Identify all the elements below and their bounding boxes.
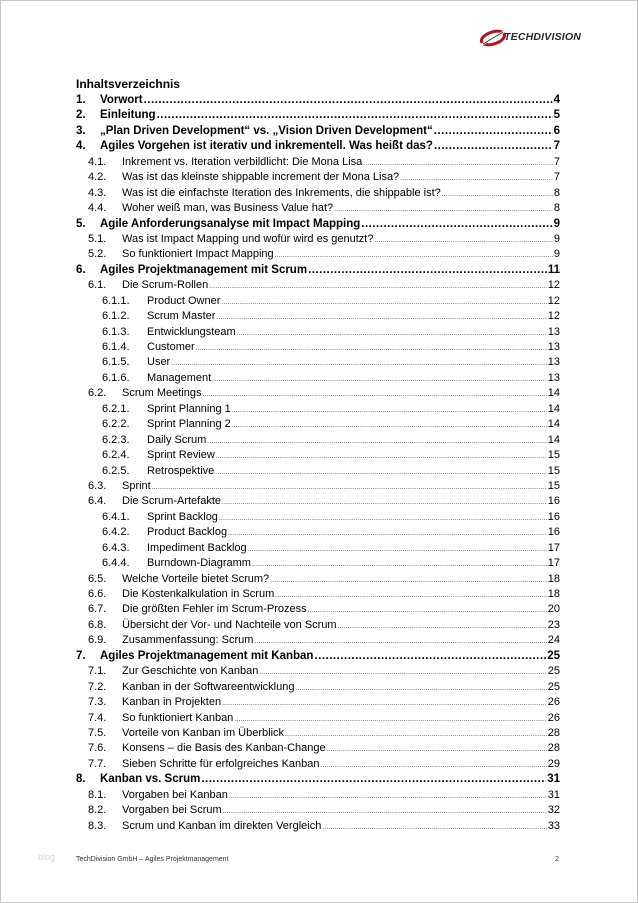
toc-entry[interactable] <box>76 494 560 509</box>
toc-entry-leader <box>322 821 546 834</box>
toc-entry-page: 16 <box>547 495 560 508</box>
toc-entry-page: 23 <box>547 618 560 631</box>
toc-entry-leader <box>144 93 553 108</box>
toc-entry-number: 6.4. <box>88 495 107 508</box>
toc-entry-number: 6.2.1. <box>102 402 130 415</box>
toc-entry[interactable] <box>76 757 560 772</box>
toc-entry-title: Einleitung <box>100 109 156 122</box>
toc-entry-page: 9 <box>553 232 560 245</box>
toc-entry-number: 5.1. <box>88 232 107 245</box>
toc-entry-leader <box>375 234 553 247</box>
toc-entry[interactable] <box>76 649 560 664</box>
toc-entry-leader <box>219 512 547 525</box>
toc-entry-leader <box>314 649 546 664</box>
toc-entry-leader <box>442 188 553 201</box>
toc-entry-leader <box>223 805 547 818</box>
toc-entry[interactable] <box>76 448 560 463</box>
toc-entry-leader <box>248 543 547 556</box>
toc-entry-page: 32 <box>547 804 560 817</box>
toc-entry-number: 4.3. <box>88 186 107 199</box>
toc-entry-title: Sprint Planning 2 <box>147 418 231 431</box>
toc-entry-number: 6.9. <box>88 634 107 647</box>
toc-entry[interactable] <box>76 556 560 571</box>
toc-entry-number: 6.3. <box>88 479 107 492</box>
watermark: blog <box>38 852 56 862</box>
toc-entry-leader <box>270 574 547 587</box>
toc-entry[interactable] <box>76 803 560 818</box>
toc-entry-number: 6.4.3. <box>102 541 130 554</box>
toc-entry-leader <box>252 558 547 571</box>
toc-entry[interactable] <box>76 93 560 108</box>
toc-entry-title: Zur Geschichte von Kanban <box>122 665 259 678</box>
toc-entry-page: 5 <box>553 109 560 122</box>
toc-entry[interactable] <box>76 170 560 185</box>
toc-entry-title: Management <box>147 371 212 384</box>
toc-entry-page: 28 <box>547 726 560 739</box>
toc-entry-title: Inkrement vs. Iteration verbildlicht: Die Mona Lisa <box>122 155 363 168</box>
toc-entry[interactable] <box>76 572 560 587</box>
toc-entry-page: 11 <box>547 263 560 276</box>
toc-entry[interactable] <box>76 479 560 494</box>
toc-entry-page: 12 <box>547 279 560 292</box>
toc-entry-number: 7.3. <box>88 696 107 709</box>
toc-entry-page: 15 <box>547 479 560 492</box>
toc-entry-page: 6 <box>553 124 560 137</box>
toc-entry-number: 6.2.3. <box>102 433 130 446</box>
toc-entry-number: 2. <box>76 109 86 122</box>
toc-entry-title: Was ist die einfachste Iteration des Inkrements, die shippable ist? <box>122 186 441 199</box>
toc-entry[interactable] <box>76 541 560 556</box>
toc-entry-page: 20 <box>547 603 560 616</box>
toc-entry-number: 1. <box>76 94 86 106</box>
toc-entry-page: 15 <box>547 464 560 477</box>
toc-entry-leader <box>400 172 553 185</box>
techdivision-logo <box>478 24 588 50</box>
toc-entry[interactable] <box>76 433 560 448</box>
toc-entry-page: 25 <box>547 649 560 662</box>
toc-entry-number: 6.2. <box>88 387 107 400</box>
toc-entry-title: User <box>147 356 171 369</box>
toc-entry-page: 12 <box>547 310 560 323</box>
toc-entry[interactable] <box>76 819 560 834</box>
toc-entry[interactable] <box>76 340 560 355</box>
toc-entry-leader <box>434 139 553 154</box>
toc-entry-page: 7 <box>553 171 560 184</box>
toc-entry-leader <box>321 759 547 772</box>
footer-page-number: 2 <box>555 856 559 863</box>
toc-entry[interactable] <box>76 633 560 648</box>
toc-entry[interactable] <box>76 217 560 232</box>
toc-entry[interactable] <box>76 108 560 123</box>
toc-entry-title: So funktioniert Kanban <box>122 711 234 724</box>
toc-entry-page: 14 <box>547 387 560 400</box>
toc-entry-page: 8 <box>553 202 560 215</box>
logo-text: TECHDIVISION <box>504 31 582 43</box>
toc-entry[interactable] <box>76 417 560 432</box>
footer-company: TechDivision GmbH – Agiles Projektmanagement <box>76 856 229 863</box>
toc-entry-page: 12 <box>547 294 560 307</box>
toc-entry[interactable] <box>76 371 560 386</box>
toc-entry-leader <box>201 772 546 787</box>
toc-entry-leader <box>212 373 547 386</box>
toc-entry-leader <box>361 217 552 232</box>
table-of-contents <box>76 93 560 834</box>
toc-entry-title: Daily Scrum <box>147 433 207 446</box>
toc-entry-page: 17 <box>547 541 560 554</box>
toc-entry[interactable] <box>76 510 560 525</box>
toc-entry-leader <box>202 388 546 401</box>
toc-entry[interactable] <box>76 294 560 309</box>
toc-entry[interactable] <box>76 325 560 340</box>
toc-entry-leader <box>285 728 547 741</box>
toc-entry-leader <box>334 203 553 216</box>
toc-entry-page: 25 <box>547 680 560 693</box>
toc-entry-title: Sprint Planning 1 <box>147 402 231 415</box>
toc-entry-title: Scrum Master <box>147 310 216 323</box>
toc-entry-page: 13 <box>547 341 560 353</box>
toc-entry-number: 6.4.4. <box>102 557 130 570</box>
toc-entry-page: 16 <box>547 510 560 523</box>
toc-entry-title: Sprint Backlog <box>147 510 218 523</box>
toc-entry-page: 31 <box>547 773 560 786</box>
toc-entry-number: 6.1.2. <box>102 310 130 323</box>
toc-entry-title: So funktioniert Impact Mapping <box>122 248 274 261</box>
toc-entry-page: 28 <box>547 742 560 755</box>
toc-entry[interactable] <box>76 788 560 803</box>
toc-entry-number: 6. <box>76 263 86 276</box>
toc-entry-title: Scrum und Kanban im direkten Vergleich <box>122 819 322 832</box>
toc-entry-title: Kanban in Projekten <box>122 696 222 709</box>
toc-entry-leader <box>363 157 553 170</box>
toc-entry-title: Vorgaben bei Kanban <box>122 788 228 801</box>
toc-entry-number: 6.4.2. <box>102 526 130 539</box>
toc-entry-leader <box>338 620 547 633</box>
toc-entry-number: 7.7. <box>88 757 107 770</box>
toc-entry-page: 14 <box>547 418 560 431</box>
toc-entry-number: 4.2. <box>88 171 107 184</box>
toc-entry-leader <box>275 249 553 262</box>
toc-entry-leader <box>327 743 547 756</box>
toc-entry-leader <box>216 450 547 463</box>
toc-entry[interactable] <box>76 201 560 216</box>
toc-entry-leader <box>157 108 553 123</box>
toc-entry-number: 3. <box>76 124 86 137</box>
toc-entry-page: 4 <box>553 94 560 106</box>
toc-entry[interactable] <box>76 602 560 617</box>
toc-entry-title: Agile Anforderungsanalyse mit Impact Mapping <box>100 217 361 230</box>
toc-entry-leader <box>275 589 547 602</box>
toc-entry-title: Burndown-Diagramm <box>147 557 251 570</box>
toc-entry-leader <box>308 263 547 278</box>
toc-entry-title: Kanban in der Softwareentwicklung <box>122 680 295 693</box>
toc-entry-title: Retrospektive <box>147 464 215 477</box>
toc-entry-number: 4.4. <box>88 202 107 215</box>
toc-entry[interactable] <box>76 695 560 710</box>
toc-entry-title: Die Scrum-Rollen <box>122 279 209 292</box>
toc-entry-title: Vorteile von Kanban im Überblick <box>122 726 285 739</box>
toc-entry-page: 13 <box>547 325 560 338</box>
toc-entry[interactable] <box>76 711 560 726</box>
toc-entry-number: 6.6. <box>88 588 107 600</box>
toc-entry-page: 33 <box>547 819 560 832</box>
toc-entry-title: Konsens – die Basis des Kanban-Change <box>122 742 326 755</box>
toc-entry-number: 6.7. <box>88 603 107 616</box>
toc-entry-number: 8.3. <box>88 819 107 832</box>
toc-entry-title: Product Backlog <box>147 526 228 539</box>
toc-entry-page: 31 <box>547 788 560 801</box>
toc-entry[interactable] <box>76 186 560 201</box>
toc-entry-title: Scrum Meetings <box>122 387 202 400</box>
toc-entry-number: 7.6. <box>88 742 107 755</box>
toc-entry-number: 8.2. <box>88 804 107 817</box>
toc-entry-number: 6.4.1. <box>102 510 130 523</box>
toc-entry-title: Vorgaben bei Scrum <box>122 804 222 817</box>
toc-entry-leader <box>234 713 546 726</box>
toc-entry-title: Kanban vs. Scrum <box>100 773 201 786</box>
toc-entry-title: Was ist Impact Mapping und wofür wird es genutzt? <box>122 232 374 245</box>
toc-entry-page: 7 <box>553 140 560 153</box>
toc-entry[interactable] <box>76 386 560 401</box>
toc-entry-number: 6.2.2. <box>102 418 130 431</box>
toc-entry-leader <box>171 357 547 370</box>
toc-entry-page: 18 <box>547 572 560 585</box>
toc-entry-page: 13 <box>547 356 560 369</box>
toc-entry-leader <box>237 327 547 340</box>
toc-entry-number: 4. <box>76 140 86 153</box>
toc-entry-title: Customer <box>147 341 195 353</box>
toc-entry-leader <box>196 342 547 355</box>
toc-entry-number: 6.2.5. <box>102 464 130 477</box>
toc-entry-number: 7.4. <box>88 711 107 724</box>
toc-heading: Inhaltsverzeichnis <box>76 77 181 91</box>
toc-entry[interactable] <box>76 525 560 540</box>
toc-entry-title: „Plan Driven Development“ vs. „Vision Driven Development“ <box>100 124 433 137</box>
toc-entry-number: 6.2.4. <box>102 449 130 462</box>
toc-entry[interactable] <box>76 680 560 695</box>
toc-entry-leader <box>207 435 546 448</box>
toc-entry-number: 6.1.1. <box>102 294 130 307</box>
toc-entry-leader <box>216 311 546 324</box>
toc-entry-leader <box>308 604 547 617</box>
toc-entry-page: 24 <box>547 634 560 647</box>
toc-entry[interactable] <box>76 139 560 154</box>
toc-entry-number: 7. <box>76 649 86 662</box>
toc-entry-page: 16 <box>547 526 560 539</box>
toc-entry-title: Agiles Vorgehen ist iterativ und inkrementell. Was heißt das? <box>100 140 433 153</box>
toc-entry-title: Sieben Schritte für erfolgreiches Kanban <box>122 757 320 770</box>
toc-entry-title: Zusammenfassung: Scrum <box>122 634 254 647</box>
toc-entry-number: 8. <box>76 773 86 786</box>
toc-entry-title: Agiles Projektmanagement mit Kanban <box>100 649 314 662</box>
toc-entry-page: 25 <box>547 665 560 678</box>
toc-entry-page: 9 <box>553 248 560 261</box>
toc-entry[interactable] <box>76 124 560 139</box>
toc-entry-leader <box>215 466 546 479</box>
toc-entry[interactable] <box>76 741 560 756</box>
toc-entry-title: Woher weiß man, was Business Value hat? <box>122 202 334 215</box>
toc-entry[interactable] <box>76 355 560 370</box>
toc-entry-page: 14 <box>547 433 560 446</box>
toc-entry[interactable] <box>76 772 560 787</box>
toc-entry[interactable] <box>76 464 560 479</box>
toc-entry-title: Sprint Review <box>147 449 215 462</box>
toc-entry-page: 26 <box>547 711 560 724</box>
toc-entry-page: 7 <box>553 155 560 168</box>
toc-entry-number: 7.1. <box>88 665 107 678</box>
toc-entry[interactable] <box>76 664 560 679</box>
toc-entry[interactable] <box>76 726 560 741</box>
toc-entry-page: 17 <box>547 557 560 570</box>
toc-entry-page: 18 <box>547 588 560 600</box>
toc-entry[interactable] <box>76 587 560 602</box>
toc-entry-title: Die Kostenkalkulation in Scrum <box>122 588 275 600</box>
toc-entry-title: Impediment Backlog <box>147 541 247 554</box>
toc-entry-leader <box>209 280 547 293</box>
toc-entry-title: Entwicklungsteam <box>147 325 236 338</box>
toc-entry-number: 7.5. <box>88 726 107 739</box>
toc-entry-leader <box>254 635 546 648</box>
toc-entry-title: Übersicht der Vor- und Nachteile von Scrum <box>122 618 337 631</box>
toc-entry-page: 14 <box>547 402 560 415</box>
toc-entry-title: Product Owner <box>147 294 221 307</box>
toc-entry[interactable] <box>76 232 560 247</box>
toc-entry[interactable] <box>76 278 560 293</box>
toc-entry-leader <box>259 666 546 679</box>
toc-entry-page: 13 <box>547 371 560 384</box>
toc-entry[interactable] <box>76 263 560 278</box>
toc-entry-leader <box>152 481 547 494</box>
toc-entry-leader <box>232 419 547 432</box>
toc-entry-number: 5. <box>76 217 86 230</box>
toc-entry[interactable] <box>76 618 560 633</box>
toc-entry-number: 6.1.3. <box>102 325 130 338</box>
toc-entry-number: 6.1.4. <box>102 341 130 353</box>
toc-entry-leader <box>232 404 547 417</box>
toc-entry-number: 8.1. <box>88 788 107 801</box>
toc-entry-title: Agiles Projektmanagement mit Scrum <box>100 263 308 276</box>
toc-entry-title: Was ist das kleinste shippable increment der Mona Lisa? <box>122 171 400 184</box>
toc-entry[interactable] <box>76 309 560 324</box>
toc-entry-title: Die größten Fehler im Scrum-Prozess <box>122 603 307 616</box>
toc-entry-leader <box>229 790 547 803</box>
toc-entry-title: Die Scrum-Artefakte <box>122 495 222 508</box>
toc-entry-leader <box>222 496 547 509</box>
toc-entry-number: 6.1.5. <box>102 356 130 369</box>
toc-entry-number: 6.1. <box>88 279 107 292</box>
toc-entry-title: Vorwort <box>100 94 143 106</box>
toc-entry-leader <box>295 682 546 695</box>
toc-entry-number: 5.2. <box>88 248 107 261</box>
toc-entry-number: 6.5. <box>88 572 107 585</box>
toc-entry-page: 8 <box>553 186 560 199</box>
toc-entry-number: 4.1. <box>88 155 107 168</box>
toc-entry-page: 26 <box>547 696 560 709</box>
toc-entry-title: Welche Vorteile bietet Scrum? <box>122 572 270 585</box>
toc-entry[interactable] <box>76 247 560 262</box>
toc-entry[interactable] <box>76 155 560 170</box>
toc-entry-page: 15 <box>547 449 560 462</box>
toc-entry-page: 9 <box>553 217 560 230</box>
toc-entry-leader <box>221 296 546 309</box>
toc-entry-page: 29 <box>547 757 560 770</box>
toc-entry-number: 7.2. <box>88 680 107 693</box>
toc-entry-title: Sprint <box>122 479 151 492</box>
toc-entry[interactable] <box>76 402 560 417</box>
toc-entry-leader <box>434 124 553 139</box>
toc-entry-number: 6.1.6. <box>102 371 130 384</box>
toc-entry-leader <box>222 697 547 710</box>
toc-entry-leader <box>228 527 547 540</box>
toc-entry-number: 6.8. <box>88 618 107 631</box>
